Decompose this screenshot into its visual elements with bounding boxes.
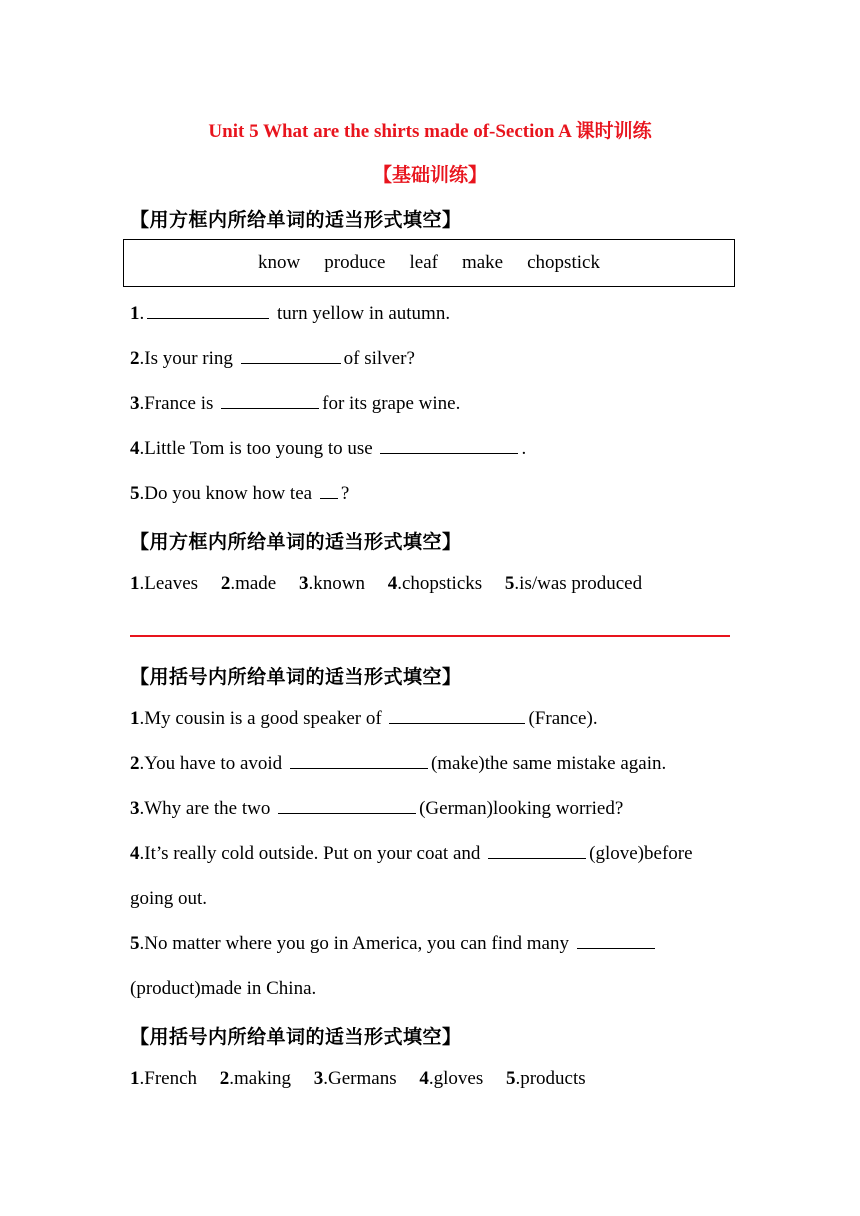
question-text: . [139,303,145,324]
section1-answer-heading: 【用方框内所给单词的适当形式填空】 [130,531,462,553]
question-number: 3 [130,393,140,414]
question-2 [130,752,666,776]
question-text: (glove)before [589,843,693,864]
page-title: Unit 5 What are the shirts made of-Section A 课时训练 [208,121,652,142]
question-2 [130,347,415,371]
answer-item: 5.products [505,1068,586,1089]
answer-blank[interactable] [241,348,341,364]
answer-blank[interactable] [290,753,428,769]
section1-answers [130,572,642,596]
question-number: 5 [130,933,140,954]
question-5-continued: (product)made in China. [130,978,317,999]
answer-blank[interactable] [389,708,525,724]
answer-blank[interactable] [147,303,269,319]
section1-heading: 【用方框内所给单词的适当形式填空】 [130,209,462,231]
answer-item: 3.known [298,573,365,594]
question-text: ? [340,483,350,504]
question-5 [130,932,658,956]
word-box-item: make [461,252,504,273]
question-number: 4 [130,843,140,864]
section2-heading: 【用括号内所给单词的适当形式填空】 [130,666,462,688]
answer-item: 1.Leaves [130,573,199,594]
question-5 [130,482,349,506]
question-3 [130,797,623,821]
word-box-item: leaf [409,252,438,273]
question-text: of silver? [343,348,415,369]
answer-blank[interactable] [488,843,586,859]
question-number: 2 [130,753,140,774]
question-text: turn yellow in autumn. [272,303,451,324]
question-text: .France is [139,393,219,414]
answer-blank[interactable] [577,933,655,949]
question-text: .It’s really cold outside. Put on your coat and [139,843,486,864]
question-text: for its grape wine. [322,393,461,414]
question-number: 4 [130,438,140,459]
question-1 [130,707,598,731]
question-text: (make)the same mistake again. [430,753,667,774]
answer-blank[interactable] [278,798,416,814]
answer-item: 5.is/was produced [504,573,643,594]
question-number: 1 [130,708,140,729]
question-4 [130,437,526,461]
page-subtitle: 【基础训练】 [372,165,487,186]
question-text: .No matter where you go in America, you can find many [139,933,574,954]
question-text: (German)looking worried? [419,798,624,819]
answer-item: 1.French [130,1068,198,1089]
question-number: 1 [130,303,140,324]
question-4-continued: going out. [130,888,208,909]
question-text: .My cousin is a good speaker of [139,708,387,729]
word-box-item: know [258,252,301,273]
question-text: . [521,438,527,459]
question-text: .Do you know how tea [139,483,317,504]
answer-item: 3.Germans [313,1068,397,1089]
question-number: 3 [130,798,140,819]
section2-answers [130,1067,586,1091]
question-number: 5 [130,483,140,504]
question-4 [130,842,693,866]
answer-blank[interactable] [221,393,319,409]
question-1 [130,302,450,326]
word-box-item: chopstick [527,252,600,273]
answer-blank[interactable] [320,483,338,499]
question-text: .You have to avoid [139,753,287,774]
answer-item: 4.gloves [419,1068,484,1089]
word-box [123,239,735,287]
section2-answer-heading: 【用括号内所给单词的适当形式填空】 [130,1026,462,1048]
question-text: .Little Tom is too young to use [139,438,378,459]
answer-item: 2.made [220,573,277,594]
section-divider [130,635,730,637]
answer-item: 4.chopsticks [387,573,483,594]
word-box-item: produce [324,252,386,273]
question-text: (France). [528,708,598,729]
question-number: 2 [130,348,140,369]
question-3 [130,392,460,416]
question-text: .Why are the two [139,798,276,819]
question-text: .Is your ring [139,348,238,369]
answer-blank[interactable] [380,438,518,454]
answer-item: 2.making [219,1068,292,1089]
